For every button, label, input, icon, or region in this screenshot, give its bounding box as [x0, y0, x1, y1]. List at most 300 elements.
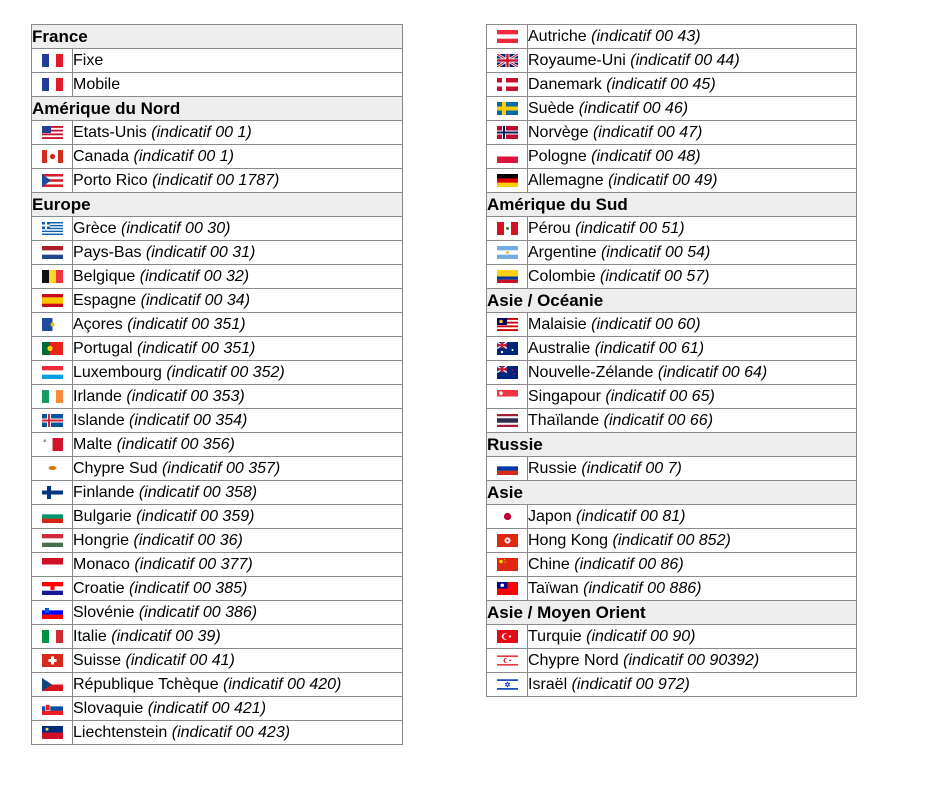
- country-name: Colombie: [528, 267, 596, 285]
- dial-code: (indicatif 00 358): [138, 483, 258, 501]
- dial-code: (indicatif 00 1787): [152, 171, 280, 189]
- dial-code: (indicatif 00 60): [591, 315, 701, 333]
- country-row: [32, 529, 403, 553]
- country-row: [487, 241, 857, 265]
- flag-pt-icon: [42, 342, 63, 355]
- flag-cell: [487, 505, 528, 529]
- dial-code: (indicatif 00 65): [605, 387, 715, 405]
- flag-cell: [32, 625, 73, 649]
- country-row: [32, 649, 403, 673]
- country-cell: [73, 145, 403, 169]
- flag-cell: [32, 289, 73, 313]
- country-cell: [73, 673, 403, 697]
- region-header-france: France: [32, 25, 403, 49]
- country-name: Hong Kong: [528, 531, 609, 549]
- country-row: [487, 649, 857, 673]
- country-cell: [528, 97, 857, 121]
- flag-cell: [32, 721, 73, 745]
- flag-cy-icon: [42, 462, 63, 475]
- flag-cell: [32, 433, 73, 457]
- right-table-body: [487, 25, 857, 697]
- flag-cell: [32, 505, 73, 529]
- country-name: Thaïlande: [528, 411, 600, 429]
- country-name: Etats-Unis: [73, 123, 147, 141]
- country-name: Islande: [73, 411, 125, 429]
- flag-be-icon: [42, 270, 63, 283]
- flag-mc-icon: [42, 558, 63, 571]
- country-row: [32, 457, 403, 481]
- country-row: [487, 217, 857, 241]
- country-cell: [73, 217, 403, 241]
- flag-cell: [32, 265, 73, 289]
- country-name: Malaisie: [528, 315, 587, 333]
- dial-code: (indicatif 00 90): [586, 627, 696, 645]
- dial-code: (indicatif 00 44): [630, 51, 740, 69]
- flag-cell: [487, 361, 528, 385]
- country-name: Chine: [528, 555, 570, 573]
- country-row: [487, 49, 857, 73]
- flag-cell: [32, 313, 73, 337]
- flag-cn-icon: [497, 558, 518, 571]
- country-row: [32, 361, 403, 385]
- country-name: Croatie: [73, 579, 125, 597]
- flag-cell: [487, 241, 528, 265]
- country-row: [32, 169, 403, 193]
- flag-es-icon: [42, 294, 63, 307]
- country-row: [32, 49, 403, 73]
- region-header-row: [487, 433, 857, 457]
- country-row: [487, 121, 857, 145]
- flag-cell: [32, 649, 73, 673]
- country-cell: [528, 649, 857, 673]
- country-row: [487, 337, 857, 361]
- flag-ie-icon: [42, 390, 63, 403]
- flag-gr-icon: [42, 222, 63, 235]
- flag-cell: [32, 481, 73, 505]
- country-row: [32, 505, 403, 529]
- country-row: [32, 265, 403, 289]
- country-cell: [528, 529, 857, 553]
- country-cell: [528, 73, 857, 97]
- country-cell: [528, 553, 857, 577]
- country-cell: [528, 217, 857, 241]
- dial-code: (indicatif 00 7): [581, 459, 682, 477]
- flag-tw-icon: [497, 582, 518, 595]
- country-cell: [73, 337, 403, 361]
- flag-au-icon: [497, 342, 518, 355]
- region-header-russie: Russie: [487, 433, 857, 457]
- dial-code: (indicatif 00 972): [571, 675, 690, 693]
- country-row: [32, 433, 403, 457]
- flag-cell: [487, 529, 528, 553]
- flag-cell: [32, 409, 73, 433]
- country-cell: [73, 49, 403, 73]
- country-name: Turquie: [528, 627, 582, 645]
- country-name: Chypre Nord: [528, 651, 619, 669]
- dial-code: (indicatif 00 66): [603, 411, 714, 429]
- flag-fr-icon: [42, 54, 63, 67]
- country-name: République Tchèque: [73, 675, 219, 693]
- country-cell: [73, 313, 403, 337]
- flag-trnc-icon: [497, 654, 518, 667]
- flag-cell: [32, 697, 73, 721]
- flag-cz-icon: [42, 678, 63, 691]
- country-name: Taïwan: [528, 579, 579, 597]
- flag-hu-icon: [42, 534, 63, 547]
- country-row: [487, 361, 857, 385]
- flag-cell: [487, 553, 528, 577]
- country-name: Liechtenstein: [73, 723, 168, 741]
- country-name: Espagne: [73, 291, 137, 309]
- flag-cell: [32, 337, 73, 361]
- country-cell: [528, 625, 857, 649]
- flag-jp-icon: [497, 510, 518, 523]
- country-cell: [73, 625, 403, 649]
- country-cell: [73, 433, 403, 457]
- country-row: [487, 145, 857, 169]
- dial-code: (indicatif 00 81): [576, 507, 686, 525]
- region-header-europe: Europe: [32, 193, 403, 217]
- region-header-row: [487, 289, 857, 313]
- flag-cell: [32, 553, 73, 577]
- flag-cell: [32, 577, 73, 601]
- region-header-row: [32, 97, 403, 121]
- flag-cell: [487, 457, 528, 481]
- flag-sg-icon: [497, 390, 518, 403]
- country-name: Fixe: [73, 51, 104, 69]
- dial-code: (indicatif 00 45): [606, 75, 716, 93]
- country-name: Nouvelle-Zélande: [528, 363, 654, 381]
- region-header-row: [32, 25, 403, 49]
- flag-cell: [487, 625, 528, 649]
- country-cell: [528, 337, 857, 361]
- country-name: Porto Rico: [73, 171, 148, 189]
- flag-cell: [32, 385, 73, 409]
- flag-sk-icon: [42, 702, 63, 715]
- country-name: Russie: [528, 459, 577, 477]
- dial-code: (indicatif 00 385): [129, 579, 248, 597]
- country-cell: [73, 385, 403, 409]
- country-name: Chypre Sud: [73, 459, 158, 477]
- country-name: Portugal: [73, 339, 133, 357]
- country-cell: [73, 577, 403, 601]
- flag-cell: [32, 241, 73, 265]
- flag-cell: [487, 73, 528, 97]
- country-name: Japon: [528, 507, 572, 525]
- flag-cell: [487, 25, 528, 49]
- dial-code: (indicatif 00 359): [136, 507, 255, 525]
- flag-de-icon: [497, 174, 518, 187]
- country-name: Belgique: [73, 267, 136, 285]
- country-row: [487, 265, 857, 289]
- country-row: [32, 409, 403, 433]
- country-cell: [73, 529, 403, 553]
- country-name: Italie: [73, 627, 107, 645]
- country-row: [487, 409, 857, 433]
- country-cell: [73, 409, 403, 433]
- country-cell: [73, 73, 403, 97]
- flag-my-icon: [497, 318, 518, 331]
- left-country-table: [31, 24, 403, 745]
- country-row: [487, 385, 857, 409]
- flag-ar-icon: [497, 246, 518, 259]
- country-row: [487, 25, 857, 49]
- country-cell: [528, 385, 857, 409]
- country-cell: [73, 265, 403, 289]
- dial-code: (indicatif 00 31): [145, 243, 256, 261]
- flag-no-icon: [497, 126, 518, 139]
- country-row: [487, 313, 857, 337]
- country-cell: [73, 457, 403, 481]
- flag-cell: [32, 673, 73, 697]
- country-cell: [73, 361, 403, 385]
- country-row: [487, 577, 857, 601]
- country-cell: [73, 601, 403, 625]
- dial-code: (indicatif 00 46): [578, 99, 689, 117]
- left-table-body: [32, 25, 403, 745]
- dial-code: (indicatif 00 353): [126, 387, 245, 405]
- country-row: [487, 73, 857, 97]
- country-row: [32, 721, 403, 745]
- flag-lu-icon: [42, 366, 63, 379]
- country-cell: [528, 577, 857, 601]
- country-row: [487, 673, 857, 697]
- country-row: [32, 145, 403, 169]
- flag-cell: [32, 73, 73, 97]
- dial-code: (indicatif 00 48): [591, 147, 701, 165]
- dial-code: (indicatif 00 54): [600, 243, 711, 261]
- flag-si-icon: [42, 606, 63, 619]
- country-cell: [528, 313, 857, 337]
- flag-cell: [487, 97, 528, 121]
- flag-ca-icon: [42, 150, 63, 163]
- country-cell: [73, 697, 403, 721]
- dial-code: (indicatif 00 1): [133, 147, 234, 165]
- country-name: Hongrie: [73, 531, 130, 549]
- flag-th-icon: [497, 414, 518, 427]
- country-name: Canada: [73, 147, 130, 165]
- country-name: Slovénie: [73, 603, 135, 621]
- region-header-amerique-du-sud: Amérique du Sud: [487, 193, 857, 217]
- country-name: Allemagne: [528, 171, 604, 189]
- dial-code: (indicatif 00 1): [151, 123, 252, 141]
- region-header-amerique-du-nord: Amérique du Nord: [32, 97, 403, 121]
- dial-code: (indicatif 00 356): [116, 435, 235, 453]
- flag-cell: [487, 217, 528, 241]
- country-name: Autriche: [528, 27, 587, 45]
- flag-az-icon: [42, 318, 63, 331]
- country-name: Norvège: [528, 123, 589, 141]
- flag-cell: [32, 217, 73, 241]
- dial-code: (indicatif 00 354): [129, 411, 248, 429]
- country-row: [32, 601, 403, 625]
- flag-tr-icon: [497, 630, 518, 643]
- country-cell: [528, 49, 857, 73]
- flag-pe-icon: [497, 222, 518, 235]
- flag-cell: [32, 121, 73, 145]
- dial-code: (indicatif 00 51): [575, 219, 685, 237]
- country-row: [32, 289, 403, 313]
- country-cell: [528, 673, 857, 697]
- flag-ru-icon: [497, 462, 518, 475]
- dial-code: (indicatif 00 86): [574, 555, 684, 573]
- flag-gb-icon: [497, 54, 518, 67]
- country-row: [487, 97, 857, 121]
- flag-cell: [487, 409, 528, 433]
- country-name: Argentine: [528, 243, 597, 261]
- dial-code: (indicatif 00 30): [121, 219, 231, 237]
- dial-code: (indicatif 00 34): [140, 291, 251, 309]
- country-row: [32, 673, 403, 697]
- flag-bg-icon: [42, 510, 63, 523]
- flag-cell: [32, 169, 73, 193]
- dial-code: (indicatif 00 357): [161, 459, 281, 477]
- country-cell: [528, 457, 857, 481]
- flag-cell: [487, 169, 528, 193]
- country-name: Pérou: [528, 219, 571, 237]
- country-name: Suède: [528, 99, 575, 117]
- region-header-row: [32, 193, 403, 217]
- dial-code: (indicatif 00 41): [125, 651, 235, 669]
- country-row: [32, 625, 403, 649]
- country-row: [487, 169, 857, 193]
- country-cell: [528, 121, 857, 145]
- country-cell: [528, 265, 857, 289]
- flag-nl-icon: [42, 246, 63, 259]
- flag-cell: [32, 529, 73, 553]
- dial-code: (indicatif 00 351): [137, 339, 256, 357]
- flag-nz-icon: [497, 366, 518, 379]
- flag-cell: [32, 49, 73, 73]
- flag-cell: [487, 313, 528, 337]
- country-row: [487, 553, 857, 577]
- country-cell: [528, 505, 857, 529]
- dial-code: (indicatif 00 61): [594, 339, 705, 357]
- flag-it-icon: [42, 630, 63, 643]
- country-row: [487, 529, 857, 553]
- country-row: [32, 481, 403, 505]
- dial-code: (indicatif 00 377): [134, 555, 253, 573]
- country-cell: [528, 409, 857, 433]
- country-row: [32, 217, 403, 241]
- region-header-asie-oceanie: Asie / Océanie: [487, 289, 857, 313]
- flag-il-icon: [497, 678, 518, 691]
- country-name: Finlande: [73, 483, 135, 501]
- country-row: [32, 553, 403, 577]
- country-row: [487, 457, 857, 481]
- dial-code: (indicatif 00 49): [608, 171, 718, 189]
- flag-cell: [32, 457, 73, 481]
- flag-cell: [487, 265, 528, 289]
- country-name: Monaco: [73, 555, 130, 573]
- country-cell: [73, 241, 403, 265]
- dial-code: (indicatif 00 90392): [623, 651, 760, 669]
- dial-code: (indicatif 00 57): [600, 267, 710, 285]
- dial-code: (indicatif 00 39): [111, 627, 221, 645]
- country-name: Australie: [528, 339, 591, 357]
- dial-code: (indicatif 00 886): [583, 579, 702, 597]
- country-cell: [73, 505, 403, 529]
- flag-cell: [487, 121, 528, 145]
- country-cell: [528, 241, 857, 265]
- flag-at-icon: [497, 30, 518, 43]
- country-row: [487, 625, 857, 649]
- region-header-asie: Asie: [487, 481, 857, 505]
- dial-code: (indicatif 00 351): [127, 315, 246, 333]
- dial-code: (indicatif 00 421): [147, 699, 267, 717]
- flag-cell: [487, 337, 528, 361]
- dial-code: (indicatif 00 64): [657, 363, 768, 381]
- country-cell: [73, 721, 403, 745]
- flag-cell: [487, 673, 528, 697]
- country-name: Singapour: [528, 387, 601, 405]
- country-row: [32, 385, 403, 409]
- country-cell: [73, 169, 403, 193]
- dial-code: (indicatif 00 386): [138, 603, 258, 621]
- flag-cell: [487, 385, 528, 409]
- flag-cell: [487, 649, 528, 673]
- country-row: [32, 697, 403, 721]
- flag-cell: [32, 145, 73, 169]
- country-cell: [73, 649, 403, 673]
- country-name: Pologne: [528, 147, 587, 165]
- right-country-table: [486, 24, 857, 697]
- flag-us-icon: [42, 126, 63, 139]
- flag-pr-icon: [42, 174, 63, 187]
- country-row: [32, 121, 403, 145]
- flag-fr-icon: [42, 78, 63, 91]
- flag-cell: [32, 361, 73, 385]
- dial-code: (indicatif 00 423): [171, 723, 291, 741]
- country-name: Slovaquie: [73, 699, 144, 717]
- flag-ch-icon: [42, 654, 63, 667]
- country-name: Irlande: [73, 387, 122, 405]
- country-name: Bulgarie: [73, 507, 132, 525]
- country-cell: [73, 553, 403, 577]
- country-row: [487, 505, 857, 529]
- country-row: [32, 577, 403, 601]
- country-name: Mobile: [73, 75, 121, 93]
- dial-code: (indicatif 00 352): [166, 363, 285, 381]
- dial-code: (indicatif 00 32): [139, 267, 250, 285]
- flag-cell: [32, 601, 73, 625]
- country-name: Luxembourg: [73, 363, 162, 381]
- region-header-row: [487, 601, 857, 625]
- country-name: Grèce: [73, 219, 117, 237]
- country-row: [32, 337, 403, 361]
- flag-se-icon: [497, 102, 518, 115]
- flag-fi-icon: [42, 486, 63, 499]
- flag-is-icon: [42, 414, 63, 427]
- dial-code: (indicatif 00 420): [223, 675, 342, 693]
- flag-co-icon: [497, 270, 518, 283]
- country-cell: [73, 289, 403, 313]
- dial-code: (indicatif 00 47): [592, 123, 703, 141]
- region-header-asie-moyen-orient: Asie / Moyen Orient: [487, 601, 857, 625]
- dial-code: (indicatif 00 852): [612, 531, 731, 549]
- country-name: Israël: [528, 675, 568, 693]
- country-name: Malte: [73, 435, 113, 453]
- country-name: Suisse: [73, 651, 122, 669]
- country-row: [32, 73, 403, 97]
- country-cell: [528, 361, 857, 385]
- flag-li-icon: [42, 726, 63, 739]
- country-row: [32, 241, 403, 265]
- country-cell: [73, 481, 403, 505]
- country-name: Pays-Bas: [73, 243, 142, 261]
- country-name: Danemark: [528, 75, 602, 93]
- region-header-row: [487, 193, 857, 217]
